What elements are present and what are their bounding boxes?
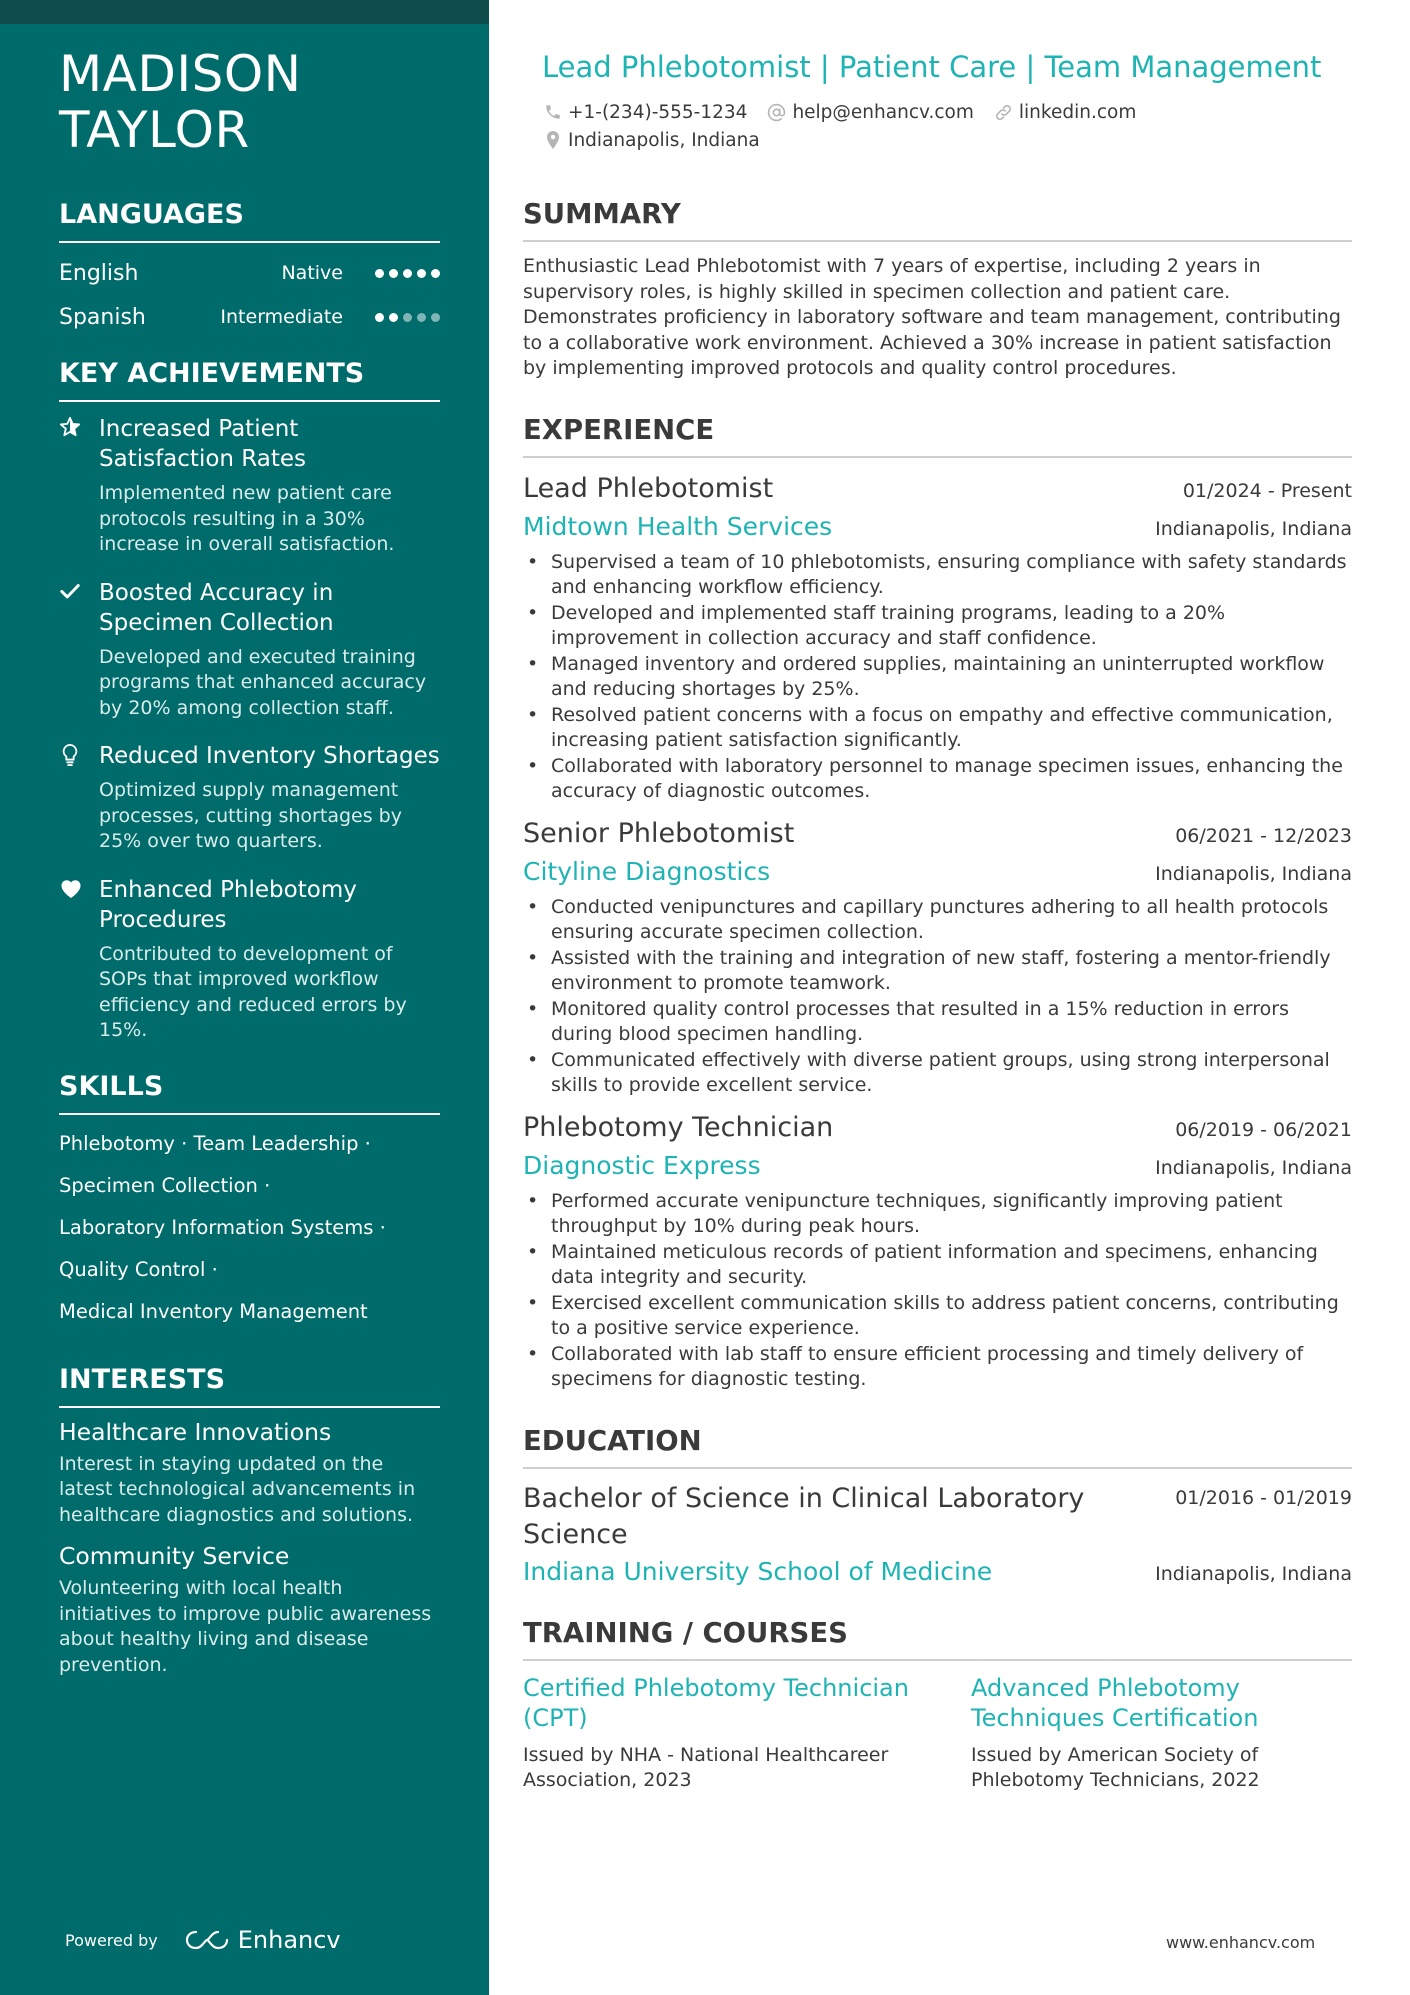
interest-title: Healthcare Innovations bbox=[59, 1417, 332, 1446]
education-heading: EDUCATION bbox=[523, 1423, 1352, 1469]
achievement-title: Reduced Inventory Shortages bbox=[99, 743, 440, 769]
courses-heading: TRAINING / COURSES bbox=[523, 1615, 1352, 1661]
achievement-item bbox=[59, 578, 440, 722]
contact-linkedin[interactable] bbox=[994, 102, 1136, 123]
experience-entry bbox=[523, 815, 1352, 1099]
experience-entry bbox=[523, 470, 1352, 805]
bullet-dot: • bbox=[527, 601, 539, 624]
contact-phone[interactable] bbox=[544, 102, 747, 123]
powered-by bbox=[65, 1926, 341, 1954]
course-description: Issued by NHA - National Healthcareer Association, 2023 bbox=[523, 1743, 889, 1791]
linkedin-text: linkedin.com bbox=[1018, 101, 1137, 123]
job-dates: 01/2024 - Present bbox=[1182, 479, 1352, 502]
rating-dot-filled bbox=[417, 269, 426, 278]
bullet-item bbox=[523, 1240, 1352, 1291]
course-description: Issued by American Society of Phlebotomy Technicians, 2022 bbox=[971, 1743, 1260, 1791]
skills-list bbox=[59, 1123, 440, 1333]
language-rating bbox=[375, 313, 440, 322]
sidebar-content bbox=[59, 46, 440, 1686]
achievement-description: Implemented new patient care protocols resulting in a 30% increase in overall satisfaction. bbox=[99, 482, 395, 555]
location-pin-icon bbox=[544, 130, 562, 150]
achievement-description: Contributed to development of SOPs that improved workflow efficiency and reduced errors by 15%. bbox=[99, 942, 407, 1041]
rating-dot-empty bbox=[431, 313, 440, 322]
bullet-text: Monitored quality control processes that resulted in a 15% reduction in errors during blood specimen handling. bbox=[551, 997, 1289, 1045]
job-bullets bbox=[523, 1189, 1352, 1393]
bullet-text: Exercised excellent communication skills to address patient concerns, contributing to a positive service experience. bbox=[551, 1291, 1339, 1339]
contact-info bbox=[523, 98, 1352, 154]
rating-dot-empty bbox=[417, 313, 426, 322]
experience-entry bbox=[523, 1109, 1352, 1393]
bullet-item bbox=[523, 1291, 1352, 1342]
bullet-text: Supervised a team of 10 phlebotomists, ensuring compliance with safety standards and enhancing workflow efficiency. bbox=[551, 550, 1347, 598]
bullet-dot: • bbox=[527, 550, 539, 573]
contact-location bbox=[544, 130, 760, 151]
school-name: Indiana University School of Medicine bbox=[523, 1556, 993, 1586]
interests-heading: INTERESTS bbox=[59, 1363, 440, 1408]
headline: Lead Phlebotomist | Patient Care | Team Management bbox=[542, 50, 1322, 84]
achievements-section bbox=[59, 357, 440, 1044]
skill-line: Laboratory Information Systems · bbox=[59, 1215, 386, 1239]
bullet-item bbox=[523, 946, 1352, 997]
bullet-item bbox=[523, 1189, 1352, 1240]
achievement-body bbox=[99, 414, 440, 558]
achievement-body bbox=[99, 741, 440, 855]
skill-line: Specimen Collection · bbox=[59, 1173, 271, 1197]
company-name: Diagnostic Express bbox=[523, 1150, 761, 1180]
course-item bbox=[523, 1673, 923, 1794]
achievement-description: Developed and executed training programs that enhanced accuracy by 20% among collection staff. bbox=[99, 645, 427, 719]
rating-dot-filled bbox=[403, 269, 412, 278]
footer-url[interactable]: www.enhancv.com bbox=[1166, 1933, 1316, 1952]
bullet-dot: • bbox=[527, 652, 539, 675]
summary-heading: SUMMARY bbox=[523, 196, 1352, 242]
bullet-dot: • bbox=[527, 754, 539, 777]
bullet-dot: • bbox=[527, 1342, 539, 1365]
courses-section bbox=[523, 1615, 1352, 1794]
language-level: Intermediate bbox=[220, 306, 343, 328]
star-icon bbox=[59, 414, 99, 558]
skill-line: Medical Inventory Management bbox=[59, 1299, 368, 1323]
job-bullets bbox=[523, 550, 1352, 805]
contact-email[interactable] bbox=[767, 102, 973, 123]
bullet-text: Managed inventory and ordered supplies, maintaining an uninterrupted workflow and reducing shortages by 25%. bbox=[551, 652, 1325, 700]
bullet-text: Communicated effectively with diverse patient groups, using strong interpersonal skills to provide excellent service. bbox=[551, 1048, 1330, 1096]
job-dates: 06/2021 - 12/2023 bbox=[1175, 824, 1352, 847]
phone-text: +1-(234)-555-1234 bbox=[568, 101, 748, 123]
job-dates: 06/2019 - 06/2021 bbox=[1175, 1118, 1352, 1141]
bullet-text: Collaborated with lab staff to ensure efficient processing and timely delivery of specimens for diagnostic testing. bbox=[551, 1342, 1304, 1390]
achievement-body bbox=[99, 875, 440, 1044]
sidebar bbox=[0, 0, 489, 1995]
rating-dot-empty bbox=[403, 313, 412, 322]
achievement-title: Enhanced Phlebotomy Procedures bbox=[99, 876, 357, 933]
location-text: Indianapolis, Indiana bbox=[568, 129, 760, 151]
achievement-title: Increased Patient Satisfaction Rates bbox=[99, 416, 307, 472]
bullet-text: Assisted with the training and integration of new staff, fostering a mentor-friendly environment to promote teamwork. bbox=[551, 946, 1331, 994]
achievement-description: Optimized supply management processes, cutting shortages by 25% over two quarters. bbox=[99, 779, 402, 852]
job-subheader bbox=[523, 1149, 1352, 1183]
candidate-name bbox=[59, 46, 440, 158]
bullet-item bbox=[523, 895, 1352, 946]
education-location: Indianapolis, Indiana bbox=[1155, 1562, 1352, 1585]
achievement-title: Boosted Accuracy in Specimen Collection bbox=[99, 579, 334, 636]
bullet-dot: • bbox=[527, 1048, 539, 1071]
interests-section bbox=[59, 1363, 440, 1679]
sidebar-top-strip bbox=[0, 0, 489, 24]
education-header bbox=[523, 1481, 1352, 1553]
name-last: TAYLOR bbox=[59, 101, 250, 159]
rating-dot-filled bbox=[431, 269, 440, 278]
bullet-dot: • bbox=[527, 1291, 539, 1314]
job-subheader bbox=[523, 510, 1352, 544]
enhancv-logo bbox=[184, 1926, 341, 1954]
bullet-item bbox=[523, 1048, 1352, 1099]
language-name: English bbox=[59, 260, 139, 286]
language-level: Native bbox=[281, 262, 343, 284]
rating-dot-filled bbox=[375, 269, 384, 278]
job-header bbox=[523, 470, 1352, 508]
achievement-item bbox=[59, 414, 440, 558]
interest-title: Community Service bbox=[59, 1542, 290, 1570]
bullet-dot: • bbox=[527, 946, 539, 969]
job-title: Senior Phlebotomist bbox=[523, 817, 795, 849]
course-title: Advanced Phlebotomy Techniques Certification bbox=[971, 1673, 1259, 1732]
achievement-body bbox=[99, 578, 440, 722]
job-location: Indianapolis, Indiana bbox=[1155, 1156, 1352, 1179]
interest-description: Interest in staying updated on the latest technological advancements in healthcare diagnostics and solutions. bbox=[59, 1452, 416, 1526]
skill-line: Phlebotomy · Team Leadership · bbox=[59, 1131, 371, 1155]
language-row bbox=[59, 295, 440, 339]
achievements-heading: KEY ACHIEVEMENTS bbox=[59, 357, 440, 402]
language-name: Spanish bbox=[59, 304, 146, 330]
degree-title: Bachelor of Science in Clinical Laboratory Science bbox=[523, 1482, 1085, 1550]
bullet-item bbox=[523, 652, 1352, 703]
bullet-item bbox=[523, 550, 1352, 601]
skills-section bbox=[59, 1070, 440, 1333]
interest-item bbox=[59, 1540, 440, 1678]
education-section bbox=[523, 1423, 1352, 1589]
interest-description: Volunteering with local health initiatives to improve public awareness about healthy living and disease prevention. bbox=[59, 1577, 432, 1676]
bullet-text: Developed and implemented staff training programs, leading to a 20% improvement in collection accuracy and staff confidence. bbox=[551, 601, 1226, 649]
education-subheader bbox=[523, 1555, 1352, 1589]
education-dates: 01/2016 - 01/2019 bbox=[1175, 1486, 1352, 1509]
job-subheader bbox=[523, 855, 1352, 889]
bullet-item bbox=[523, 601, 1352, 652]
achievement-item bbox=[59, 741, 440, 855]
bullet-text: Collaborated with laboratory personnel to manage specimen issues, enhancing the accuracy of diagnostic outcomes. bbox=[551, 754, 1343, 802]
email-text: help@enhancv.com bbox=[792, 101, 974, 123]
achievement-item bbox=[59, 875, 440, 1044]
link-icon bbox=[994, 103, 1013, 122]
contact-row bbox=[544, 98, 1352, 126]
bullet-text: Performed accurate venipuncture techniques, significantly improving patient throughput by 10% during peak hours. bbox=[551, 1189, 1283, 1237]
bullet-dot: • bbox=[527, 895, 539, 918]
rating-dot-filled bbox=[389, 313, 398, 322]
bullet-item bbox=[523, 1342, 1352, 1393]
bullet-dot: • bbox=[527, 997, 539, 1020]
languages-section bbox=[59, 198, 440, 339]
job-location: Indianapolis, Indiana bbox=[1155, 517, 1352, 540]
bullet-text: Conducted venipunctures and capillary punctures adhering to all health protocols ensuring accurate specimen collection. bbox=[551, 895, 1329, 943]
bullet-item bbox=[523, 997, 1352, 1048]
name-first: MADISON bbox=[59, 45, 302, 103]
check-icon bbox=[59, 578, 99, 722]
rating-dot-filled bbox=[375, 313, 384, 322]
powered-by-label: Powered by bbox=[65, 1930, 158, 1950]
experience-heading: EXPERIENCE bbox=[523, 412, 1352, 458]
interest-item bbox=[59, 1416, 440, 1529]
skills-heading: SKILLS bbox=[59, 1070, 440, 1115]
job-header bbox=[523, 815, 1352, 853]
job-header bbox=[523, 1109, 1352, 1147]
phone-icon bbox=[544, 103, 562, 121]
lightbulb-icon bbox=[59, 741, 99, 855]
job-bullets bbox=[523, 895, 1352, 1099]
contact-row bbox=[544, 126, 1352, 154]
company-name: Cityline Diagnostics bbox=[523, 856, 771, 886]
enhancv-logo-icon bbox=[184, 1929, 230, 1951]
summary-text: Enthusiastic Lead Phlebotomist with 7 years of expertise, including 2 years in supervisory roles, is highly skilled in specimen collection and patient care. Demonstrates proficiency in laboratory software and team management, contributing to a collaborative work environment. Achieved a 30% increase in patient satisfaction by implementing improved protocols and quality control procedures. bbox=[523, 255, 1341, 379]
course-item bbox=[971, 1673, 1351, 1794]
course-title: Certified Phlebotomy Technician (CPT) bbox=[523, 1673, 909, 1732]
summary-section bbox=[523, 196, 1352, 382]
bullet-dot: • bbox=[527, 703, 539, 726]
bullet-item bbox=[523, 703, 1352, 754]
languages-heading: LANGUAGES bbox=[59, 198, 440, 243]
bullet-dot: • bbox=[527, 1240, 539, 1263]
job-title: Lead Phlebotomist bbox=[523, 472, 774, 504]
experience-section bbox=[523, 412, 1352, 1393]
rating-dot-filled bbox=[389, 269, 398, 278]
language-rating bbox=[375, 269, 440, 278]
language-row bbox=[59, 251, 440, 295]
main-content bbox=[523, 48, 1352, 1794]
job-location: Indianapolis, Indiana bbox=[1155, 862, 1352, 885]
company-name: Midtown Health Services bbox=[523, 511, 833, 541]
courses-list bbox=[523, 1673, 1352, 1794]
at-icon bbox=[767, 103, 786, 122]
enhancv-brand: Enhancv bbox=[237, 1926, 341, 1954]
bullet-dot: • bbox=[527, 1189, 539, 1212]
skill-line: Quality Control · bbox=[59, 1257, 218, 1281]
heart-icon bbox=[59, 875, 99, 1044]
bullet-item bbox=[523, 754, 1352, 805]
bullet-text: Resolved patient concerns with a focus on empathy and effective communication, increasing patient satisfaction significantly. bbox=[551, 703, 1333, 751]
job-title: Phlebotomy Technician bbox=[523, 1111, 834, 1143]
bullet-text: Maintained meticulous records of patient information and specimens, enhancing data integrity and security. bbox=[551, 1240, 1318, 1288]
